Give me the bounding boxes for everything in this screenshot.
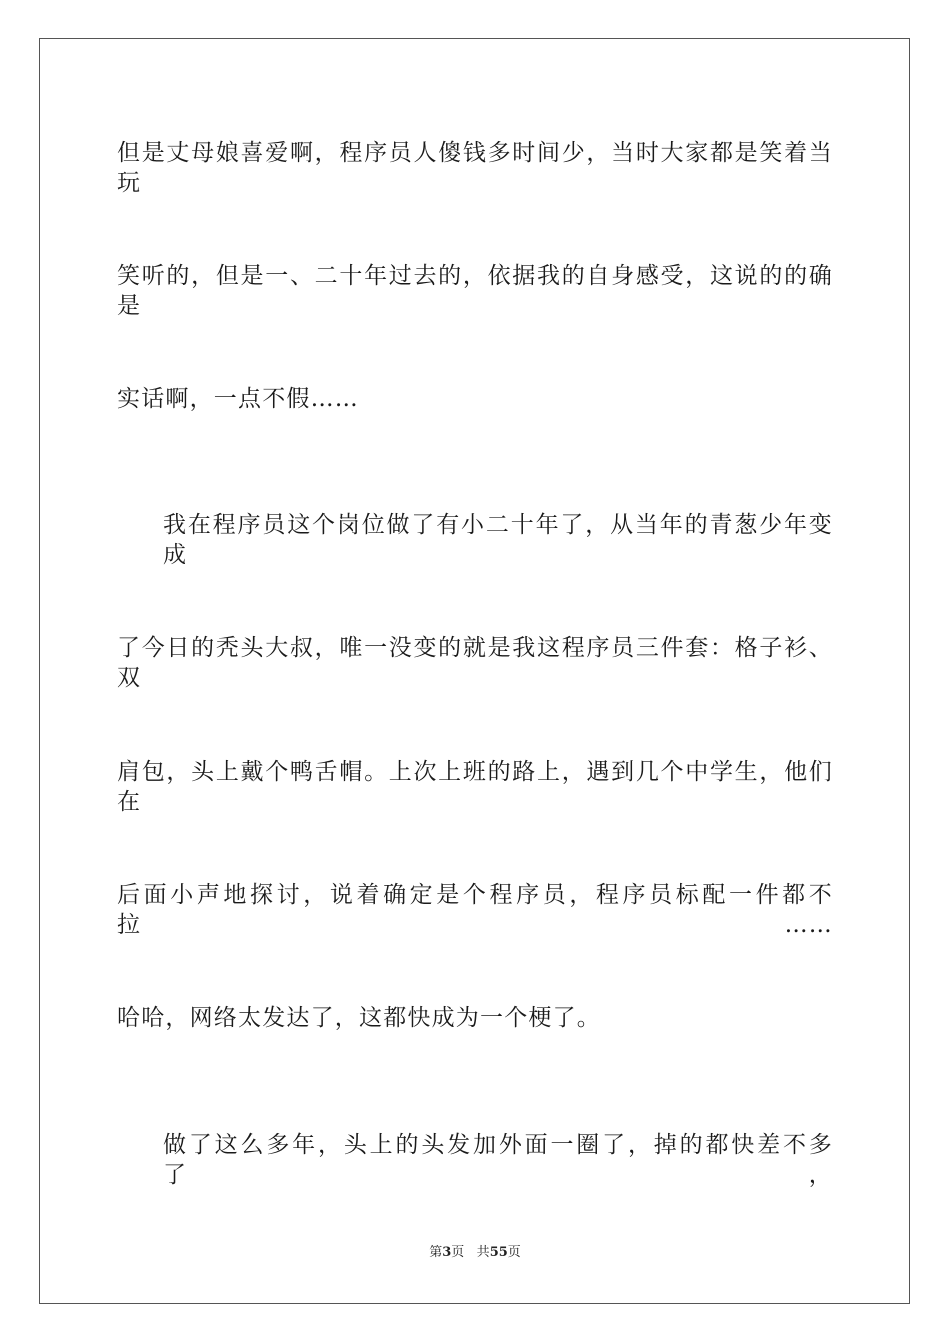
paragraph-line-5: 了今日的秃头大叔，唯一没变的就是我这程序员三件套：格子衫、双 xyxy=(117,635,833,691)
footer-total-pages: 55 xyxy=(489,1245,508,1260)
footer-page-suffix: 页 xyxy=(451,1245,465,1260)
paragraph-line-2: 笑听的，但是一、二十年过去的，依据我的自身感受，这说的的确是 xyxy=(117,263,833,319)
paragraph-line-7: 后面小声地探讨，说着确定是个程序员，程序员标配一件都不拉…… xyxy=(117,882,833,938)
footer-page-prefix: 第 xyxy=(429,1245,443,1260)
paragraph-line-3: 实话啊，一点不假…… xyxy=(117,386,359,412)
paragraph-line-8: 哈哈，网络太发达了，这都快成为一个梗了。 xyxy=(117,1005,601,1031)
page-footer xyxy=(0,1244,950,1262)
page-border xyxy=(39,38,910,1304)
paragraph-line-1: 但是丈母娘喜爱啊，程序员人傻钱多时间少，当时大家都是笑着当玩 xyxy=(117,140,833,196)
paragraph-line-6: 肩包，头上戴个鸭舌帽。上次上班的路上，遇到几个中学生，他们在 xyxy=(117,759,833,815)
footer-page-number: 3 xyxy=(442,1245,452,1260)
paragraph-line-9: 做了这么多年，头上的头发加外面一圈了，掉的都快差不多了， xyxy=(163,1132,833,1188)
footer-total-prefix: 共 xyxy=(476,1245,490,1260)
paragraph-line-4: 我在程序员这个岗位做了有小二十年了，从当年的青葱少年变成 xyxy=(163,512,833,568)
footer-total-suffix: 页 xyxy=(507,1245,521,1260)
